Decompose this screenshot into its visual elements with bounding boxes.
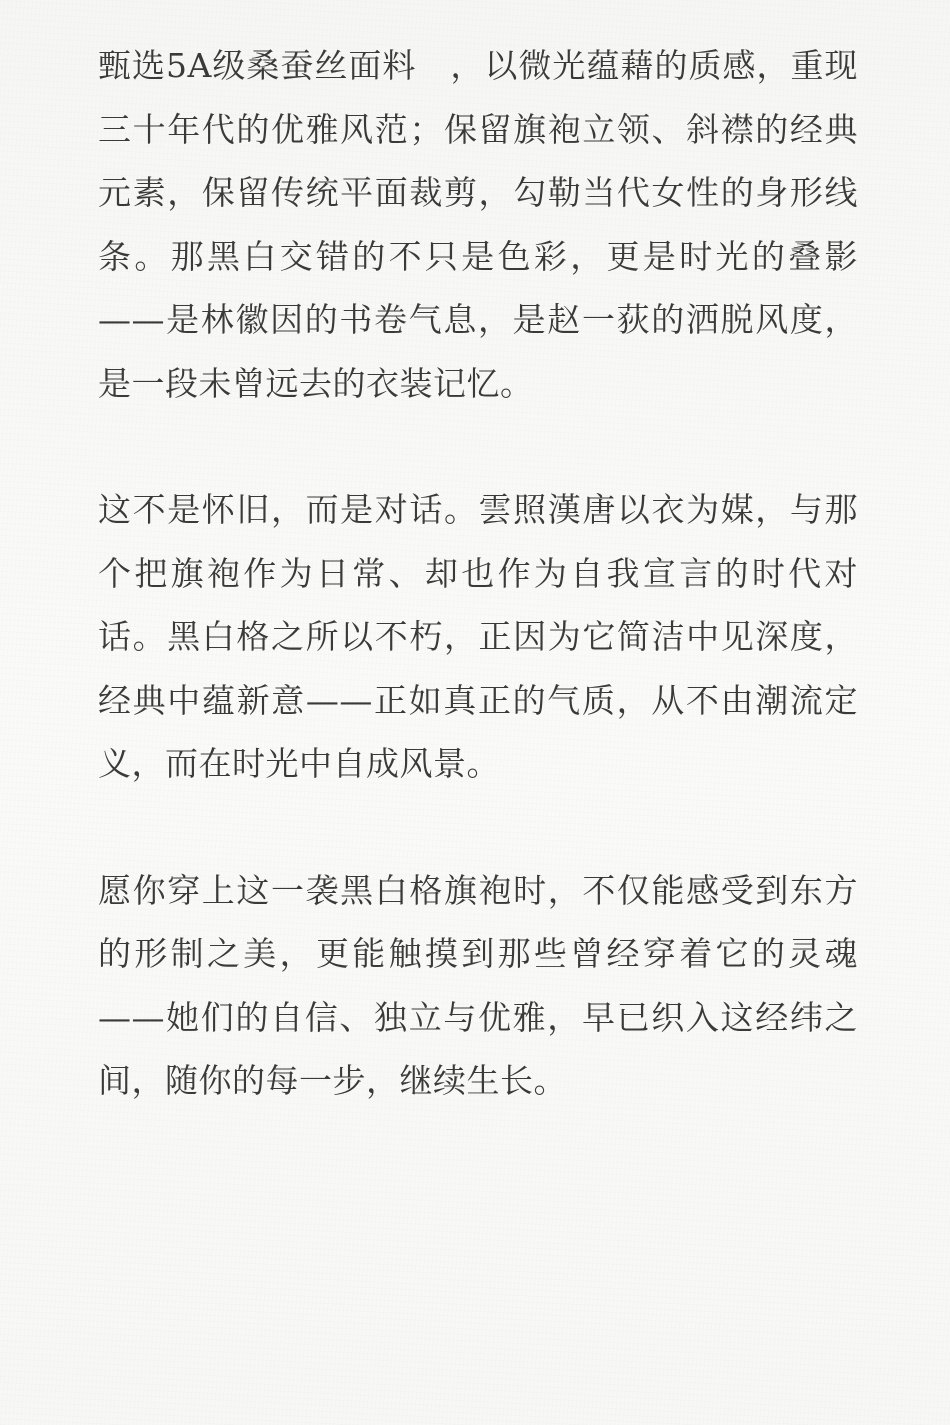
paragraph-wish: 愿你穿上这一袭黑白格旗袍时，不仅能感受到东方的形制之美，更能触摸到那些曾经穿着它的灵魂——她们的自信、独立与优雅，早已织入这经纬之间，随你的每一步，继续生长。 <box>98 870 858 1100</box>
paragraph-dialogue: 这不是怀旧，而是对话。雲照漢唐以衣为媒，与那个把旗袍作为日常、却也作为自我宣言的时代对话。黑白格之所以不朽，正因为它简洁中见深度，经典中蕴新意——正如真正的气质，从不由潮流定义，而在时光中自成风景。 <box>98 490 858 783</box>
paragraph-fabric: 甄选5A级桑蚕丝面料 ，以微光蕴藉的质感，重现三十年代的优雅风范；保留旗袍立领、斜襟的经典元素，保留传统平面裁剪，勾勒当代女性的身形线条。那黑白交错的不只是色彩，更是时光的叠影——是林徽因的书卷气息，是赵一荻的洒脱风度，是一段未曾远去的衣装记忆。 <box>98 46 858 403</box>
article-body <box>98 34 858 1113</box>
